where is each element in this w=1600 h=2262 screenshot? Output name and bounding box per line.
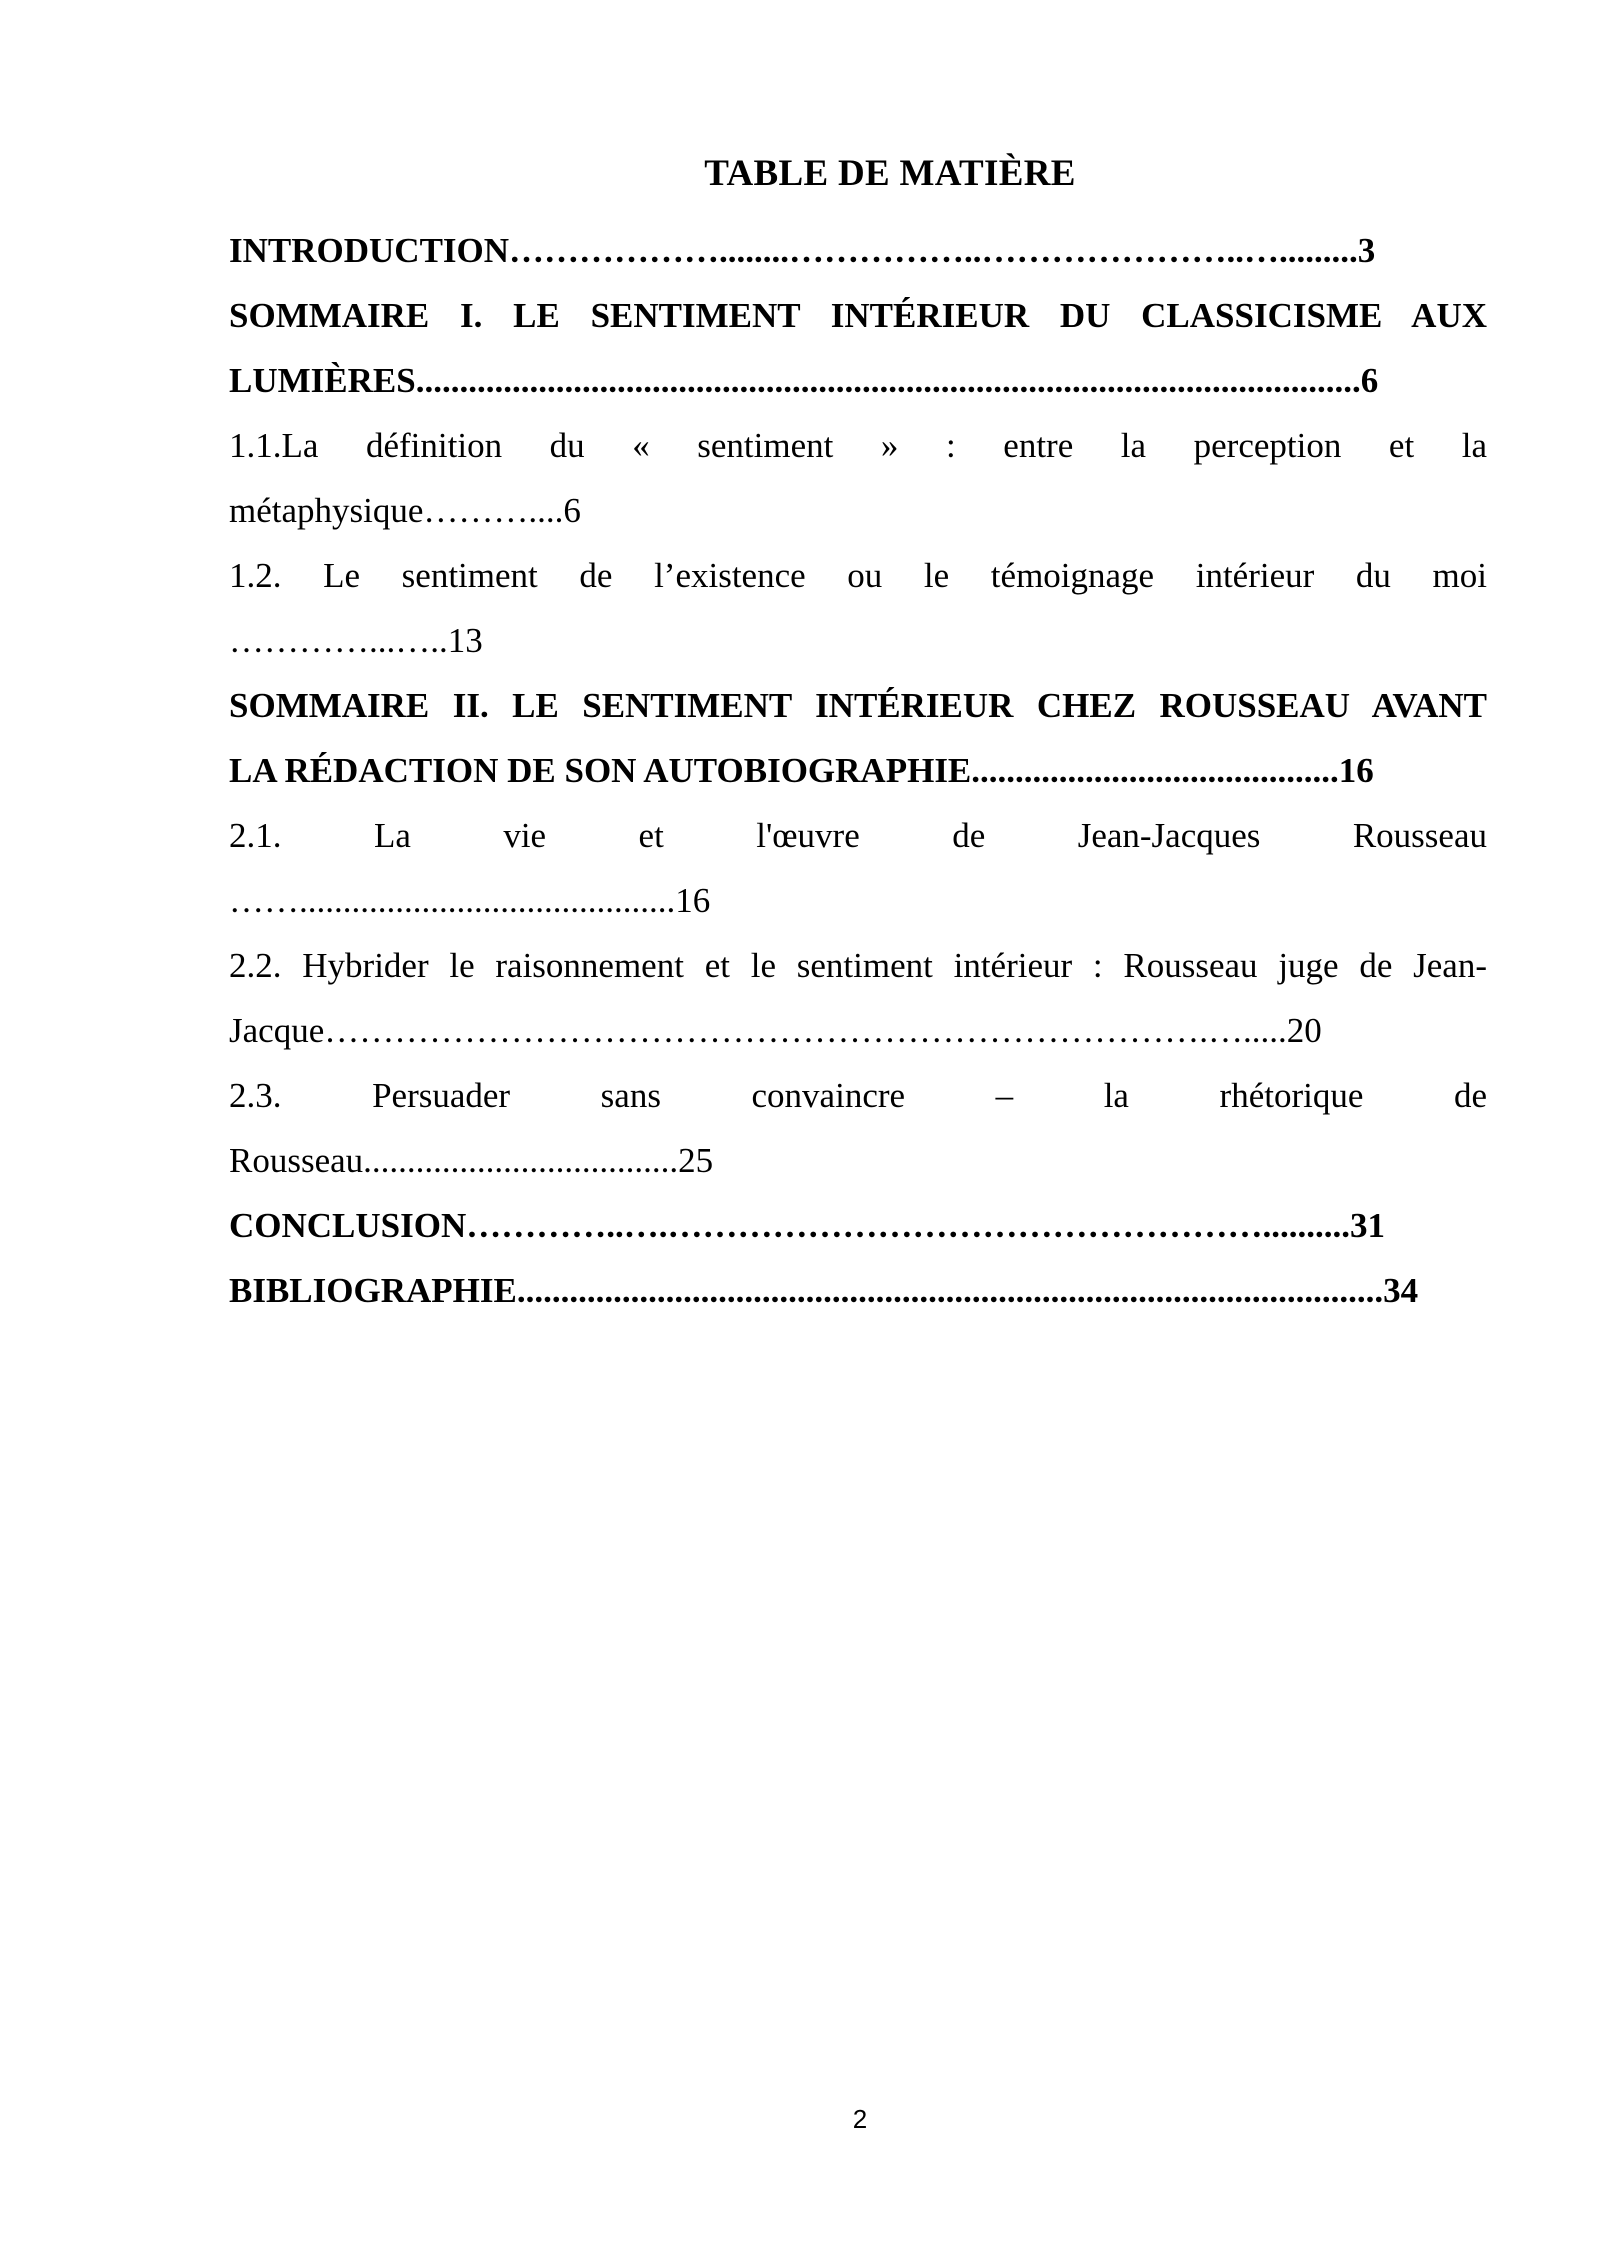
toc-section-1-1-continued: métaphysique………....6 xyxy=(229,491,581,530)
table-of-contents xyxy=(229,218,1487,1323)
toc-introduction: INTRODUCTION………………........……………..…………………..….........3 xyxy=(229,231,1376,270)
toc-section-2-3: 2.3. Persuader sans convaincre – la rhétorique de xyxy=(229,1076,1487,1115)
toc-section-2-2: 2.2. Hybrider le raisonnement et le sentiment intérieur : Rousseau juge de Jean- xyxy=(229,946,1487,985)
toc-sommaire-2-heading: SOMMAIRE II. LE SENTIMENT INTÉRIEUR CHEZ ROUSSEAU AVANT xyxy=(229,686,1487,725)
page-title: TABLE DE MATIÈRE xyxy=(704,153,1076,194)
toc-section-2-1: 2.1. La vie et l'œuvre de Jean-Jacques Rousseau xyxy=(229,816,1487,855)
toc-sommaire-1-heading-continued: LUMIÈRES............................................................................................................6 xyxy=(229,361,1379,400)
toc-section-2-3-continued: Rousseau....................................25 xyxy=(229,1141,714,1180)
toc-section-2-1-continued: ……...........................................16 xyxy=(229,881,711,920)
toc-sommaire-2-heading-continued: LA RÉDACTION DE SON AUTOBIOGRAPHIE..........................................16 xyxy=(229,751,1374,790)
toc-section-1-2: 1.2. Le sentiment de l’existence ou le témoignage intérieur du moi xyxy=(229,556,1487,595)
toc-section-2-2-continued: Jacque………………………………………………………………….….....20 xyxy=(229,1011,1322,1050)
toc-section-1-1: 1.1.La définition du « sentiment » : entre la perception et la xyxy=(229,426,1487,465)
page-number: 2 xyxy=(852,2104,868,2134)
toc-sommaire-1-heading: SOMMAIRE I. LE SENTIMENT INTÉRIEUR DU CLASSICISME AUX xyxy=(229,296,1487,335)
toc-conclusion: CONCLUSION…………..….……………………………………………..........31 xyxy=(229,1206,1386,1245)
toc-section-1-2-continued: …………...…..13 xyxy=(229,621,483,660)
toc-bibliographie: BIBLIOGRAPHIE...................................................................................................34 xyxy=(229,1271,1419,1310)
